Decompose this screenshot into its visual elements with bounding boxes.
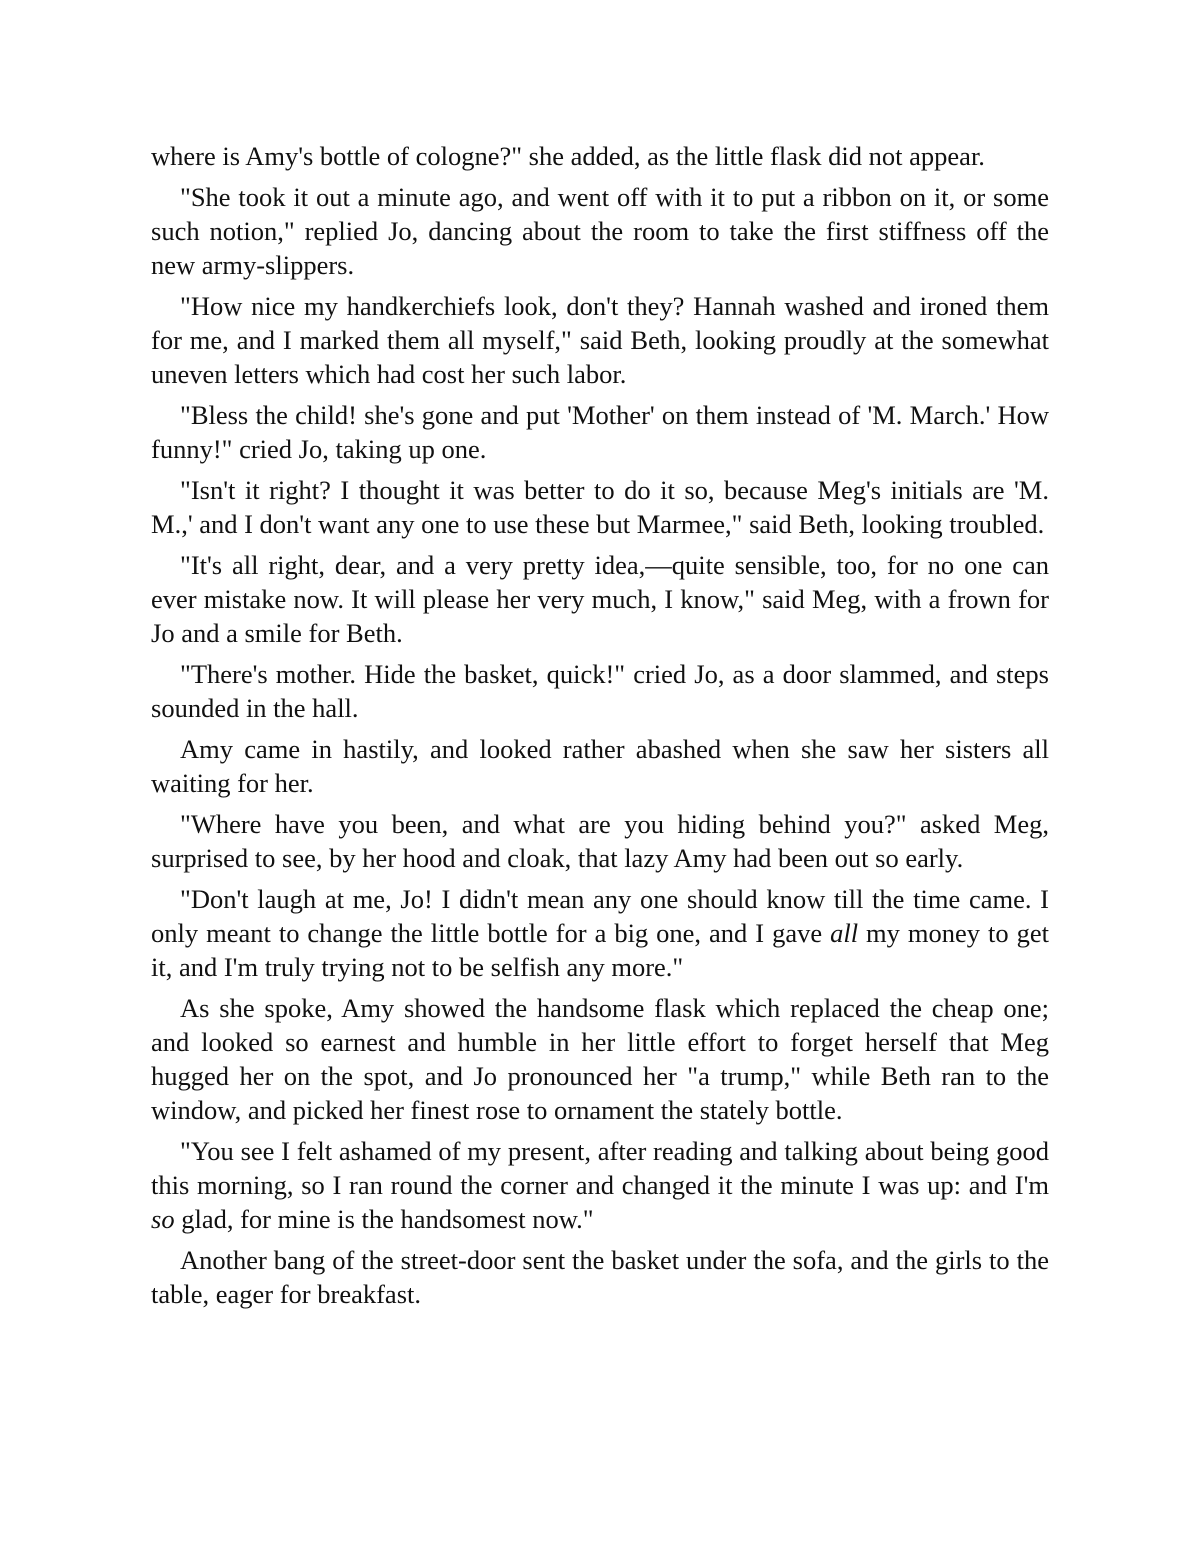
italic-text-segment: so	[151, 1204, 175, 1234]
text-segment: "Isn't it right? I thought it was better to do it so, because Meg's initials are 'M. M.,' and I don't want any one to use these but Marmee," said Beth, looking troubled.	[151, 475, 1049, 539]
text-segment: "How nice my handkerchiefs look, don't they? Hannah washed and ironed them for me, and I marked them all myself," said Beth, looking proudly at the somewhat uneven letters which had cost her such labor.	[151, 291, 1049, 389]
paragraph	[151, 1243, 1049, 1311]
italic-text-segment: all	[830, 918, 859, 948]
text-segment: As she spoke, Amy showed the handsome flask which replaced the cheap one; and looked so earnest and humble in her little effort to forget herself that Meg hugged her on the spot, and Jo pronounced her "a trump," while Beth ran to the window, and picked her finest rose to ornament the stately bottle.	[151, 993, 1049, 1125]
book-page	[151, 139, 1049, 1318]
paragraph	[151, 139, 1049, 173]
text-segment: "You see I felt ashamed of my present, after reading and talking about being good this morning, so I ran round the corner and changed it the minute I was up: and I'm	[151, 1136, 1049, 1200]
text-segment: "She took it out a minute ago, and went off with it to put a ribbon on it, or some such notion," replied Jo, dancing about the room to take the first stiffness off the new army-slippers.	[151, 182, 1049, 280]
text-segment: "There's mother. Hide the basket, quick!" cried Jo, as a door slammed, and steps sounded in the hall.	[151, 659, 1049, 723]
text-segment: "Don't laugh at me, Jo! I didn't mean any one should know till the time came. I only meant to change the little bottle for a big one, and I gave	[151, 884, 1049, 948]
text-segment: Another bang of the street-door sent the basket under the sofa, and the girls to the table, eager for breakfast.	[151, 1245, 1049, 1309]
paragraph	[151, 732, 1049, 800]
paragraph	[151, 289, 1049, 391]
text-segment: where is Amy's bottle of cologne?" she added, as the little flask did not appear.	[151, 141, 985, 171]
paragraph	[151, 473, 1049, 541]
text-segment: "Where have you been, and what are you hiding behind you?" asked Meg, surprised to see, by her hood and cloak, that lazy Amy had been out so early.	[151, 809, 1049, 873]
text-segment: glad, for mine is the handsomest now."	[174, 1204, 594, 1234]
text-segment: "Bless the child! she's gone and put 'Mother' on them instead of 'M. March.' How funny!" cried Jo, taking up one.	[151, 400, 1049, 464]
paragraph	[151, 180, 1049, 282]
paragraph	[151, 398, 1049, 466]
paragraph	[151, 1134, 1049, 1236]
paragraph	[151, 991, 1049, 1127]
text-segment: "It's all right, dear, and a very pretty idea,—quite sensible, too, for no one can ever mistake now. It will please her very much, I know," said Meg, with a frown for Jo and a smile for Beth.	[151, 550, 1049, 648]
text-segment: Amy came in hastily, and looked rather abashed when she saw her sisters all waiting for her.	[151, 734, 1049, 798]
paragraph	[151, 548, 1049, 650]
paragraph	[151, 657, 1049, 725]
paragraph	[151, 807, 1049, 875]
text-segment: my money to get it, and I'm truly trying not to be selfish any more."	[151, 918, 1049, 982]
paragraph	[151, 882, 1049, 984]
